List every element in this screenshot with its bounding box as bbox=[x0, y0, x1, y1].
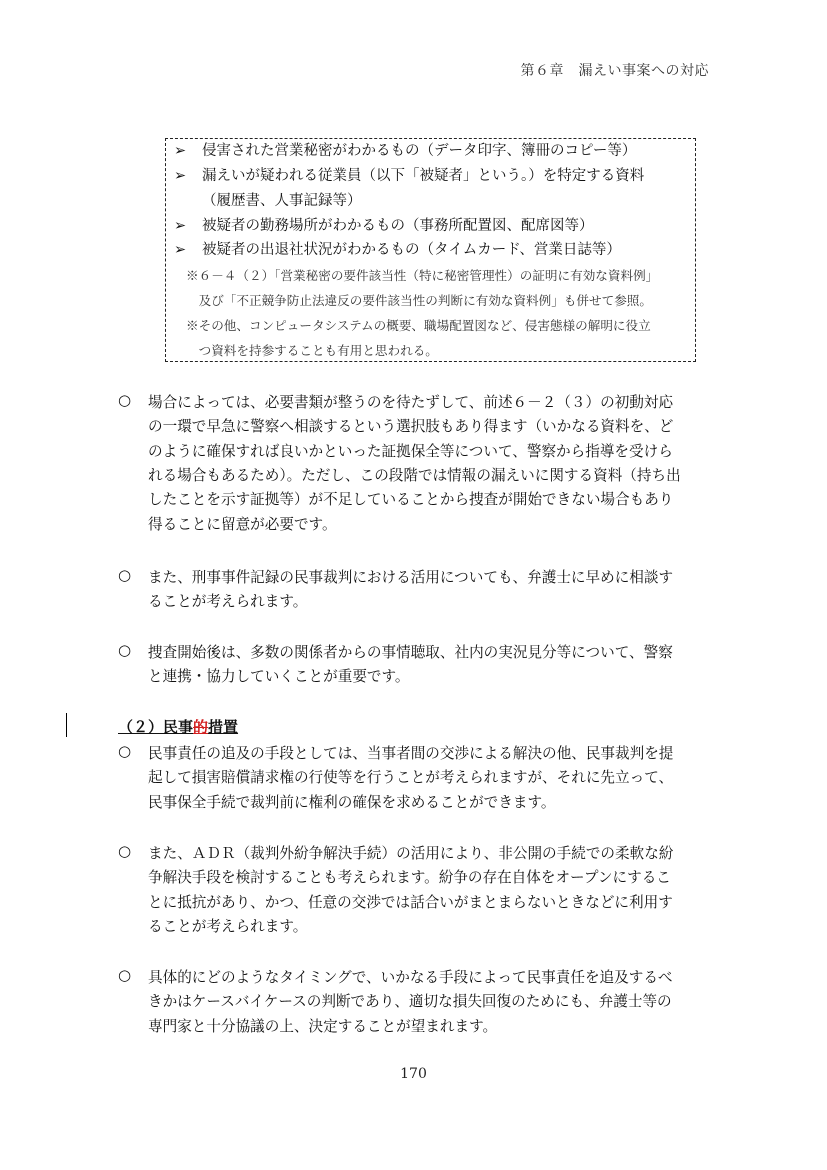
arrow-bullet-icon: ➢ bbox=[174, 168, 187, 184]
box-item-text: 侵害された営業秘密がわかるもの（データ印字、簿冊のコピー等） bbox=[202, 143, 637, 159]
box-note: ※その他、コンピュータシステムの概要、職場配置図など、侵害態様の解明に役立 bbox=[186, 318, 651, 333]
circle-bullet-icon: ○ bbox=[118, 742, 132, 760]
paragraph-line: 民事保全手続で裁判前に権利の確保を求めることができます。 bbox=[148, 793, 556, 811]
arrow-bullet-icon: ➢ bbox=[174, 242, 187, 258]
paragraph-line: ることが考えられます。 bbox=[148, 917, 308, 935]
materials-box bbox=[165, 138, 696, 362]
circle-bullet-icon: ○ bbox=[118, 966, 132, 984]
arrow-bullet-icon: ➢ bbox=[174, 218, 187, 234]
box-item-text: 漏えいが疑われる従業員（以下「被疑者」という。）を特定する資料 bbox=[202, 168, 645, 184]
chapter-header: 第６章 漏えい事案への対応 bbox=[520, 63, 709, 79]
paragraph-line: 民事責任の追及の手段としては、当事者間の交渉による解決の他、民事裁判を提 bbox=[148, 745, 674, 762]
section-title-prefix: （２）民事 bbox=[118, 718, 194, 736]
paragraph-line: 起して損害賠償請求権の行使等を行うことが考えられますが、それに先立って、 bbox=[148, 769, 674, 787]
paragraph-line: と連携・協力していくことが重要です。 bbox=[148, 668, 410, 686]
circle-bullet-icon: ○ bbox=[118, 842, 132, 860]
box-item bbox=[174, 166, 644, 186]
box-item-text: 被疑者の勤務場所がわかるもの（事務所配置図、配席図等） bbox=[202, 218, 594, 234]
paragraph-line: また、ＡＤＲ（裁判外紛争解決手続）の活用により、非公開の手続での柔軟な紛 bbox=[148, 845, 674, 862]
paragraph-line: 具体的にどのようなタイミングで、いかなる手段によって民事責任を追及するべ bbox=[148, 969, 673, 986]
paragraph-line: きかはケースバイケースの判断であり、適切な損失回復のためにも、弁護士等の bbox=[148, 993, 672, 1011]
box-item-continuation: （履歴書、人事記録等） bbox=[202, 193, 362, 209]
arrow-bullet-icon: ➢ bbox=[174, 143, 187, 159]
paragraph-line: のように確保すれば良いかといった証拠保全等について、警察から指導を受けら bbox=[148, 442, 673, 460]
paragraph-line: ることが考えられます。 bbox=[148, 593, 308, 611]
box-note: ※６－４（２）「営業秘密の要件該当性（特に秘密管理性）の証明に有効な資料例」 bbox=[186, 268, 659, 283]
paragraph-line: 争解決手段を検討することも考えられます。紛争の存在自体をオープンにするこ bbox=[148, 869, 671, 887]
box-note: つ資料を持参することも有用と思われる。 bbox=[186, 343, 438, 358]
paragraph-line: また、刑事事件記録の民事裁判における活用についても、弁護士に早めに相談す bbox=[148, 569, 674, 586]
circle-bullet-icon: ○ bbox=[118, 566, 132, 584]
box-item-text: 被疑者の出退社状況がわかるもの（タイムカード、営業日誌等） bbox=[202, 242, 621, 258]
box-item bbox=[174, 240, 621, 260]
section-title-deleted-char: 的 bbox=[193, 718, 209, 736]
paragraph-line: れる場合もあるため）。ただし、この段階では情報の漏えいに関する資料（持ち出 bbox=[148, 466, 681, 484]
section-title-suffix: 措置 bbox=[208, 718, 239, 736]
section-title bbox=[118, 716, 238, 737]
circle-bullet-icon: ○ bbox=[118, 391, 132, 409]
revision-change-bar bbox=[66, 713, 67, 737]
circle-bullet-icon: ○ bbox=[118, 641, 132, 659]
paragraph-line: したことを示す証拠等）が不足していることから捜査が開始できない場合もあり bbox=[148, 491, 674, 509]
box-item bbox=[174, 216, 594, 236]
paragraph-line: とに抵抗があり、かつ、任意の交渉では話合いがまとまらないときなどに利用す bbox=[148, 893, 673, 911]
box-note: 及び「不正競争防止法違反の要件該当性の判断に有効な資料例」も併せて参照。 bbox=[186, 293, 652, 308]
paragraph-line: 捜査開始後は、多数の関係者からの事情聴取、社内の実況見分等について、警察 bbox=[148, 644, 673, 661]
paragraph-line: 得ることに留意が必要です。 bbox=[148, 515, 337, 533]
page-number: 170 bbox=[400, 1066, 427, 1082]
paragraph-line: 専門家と十分協議の上、決定することが望まれます。 bbox=[148, 1017, 498, 1035]
paragraph-line: の一環で早急に警察へ相談するという選択肢もあり得ます（いかなる資料を、ど bbox=[148, 418, 674, 436]
paragraph-line: 場合によっては、必要書類が整うのを待たずして、前述６－２（３）の初動対応 bbox=[148, 394, 674, 411]
box-item bbox=[174, 141, 636, 161]
